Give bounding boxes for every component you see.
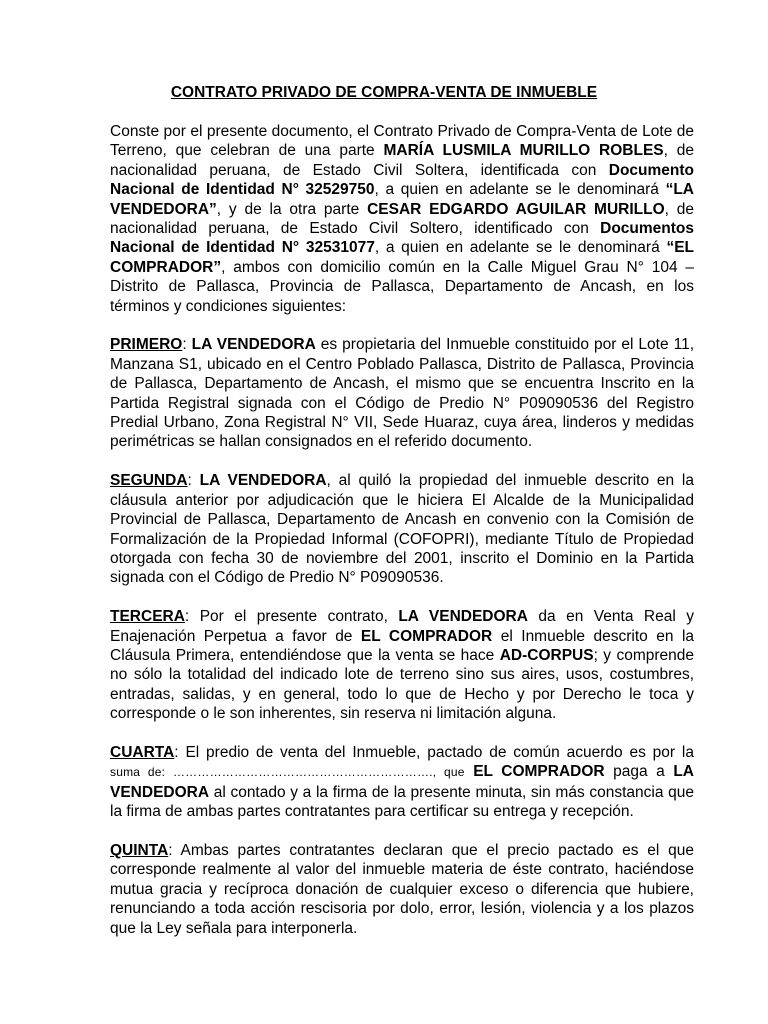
clause-segunda: [110, 471, 694, 587]
clause-text: Por el presente contrato,: [199, 608, 399, 626]
clause-text: [465, 763, 474, 780]
clause-cuarta: [110, 743, 694, 822]
intro-text: Conste por el presente documento, el Contrato Privado de Compra-Venta de Lote de Terreno, que celebran de una parte: [110, 123, 694, 160]
clause-separator: :: [174, 743, 186, 761]
clause-quinta: [110, 841, 694, 938]
intro-text: , y de la otra parte: [216, 200, 368, 218]
buyer-alias: “EL COMPRADOR”: [110, 239, 694, 276]
clause-text: el Inmueble descrito en la Cláusula Primera, entendiéndose que la venta se hace: [110, 627, 695, 664]
clause-text: al contado y a la firma de la presente minuta, sin más constancia que la firma de ambas partes contratantes para certificar su entrega y recepción.: [110, 783, 694, 821]
party-name: LA VENDEDORA: [199, 472, 327, 490]
clause-separator: :: [168, 841, 181, 859]
buyer-name: CESAR EDGARDO AGUILAR MURILLO: [367, 200, 665, 218]
intro-text: , a quien en adelante se le denominará: [374, 181, 666, 199]
intro-text: , de nacionalidad peruana, de Estado Civil Soltero, identificado con: [110, 200, 695, 238]
clause-text: El predio de venta del Inmueble, pactado de común acuerdo es por la: [185, 743, 694, 761]
clause-separator: :: [182, 336, 192, 354]
party-name: EL COMPRADOR: [360, 627, 493, 645]
clause-text: da en Venta Real y Enajenación Perpetua a favor de: [110, 608, 694, 645]
clause-primero: [110, 335, 694, 451]
seller-name: MARÍA LUSMILA MURILLO ROBLES: [383, 142, 664, 160]
clause-text: Ambas partes contratantes declaran que el precio pactado es el que corresponde realmente al valor del inmueble materia de éste contrato, haciéndose mutua gracia y recíproca donación de cualquier exceso o diferencia que hubiere, renunciando a toda acción rescisoria por dolo, error, lesión, violencia y a los plazos que la Ley señala para interponerla.: [110, 841, 694, 937]
clause-heading: PRIMERO: [110, 336, 183, 354]
clause-heading: CUARTA: [110, 743, 175, 761]
clause-text: paga a: [604, 763, 674, 781]
contract-body: [110, 122, 694, 957]
sale-type: AD-CORPUS: [499, 646, 594, 664]
clause-separator: :: [187, 472, 200, 490]
intro-paragraph: [110, 122, 694, 316]
clause-text: ; y comprende no sólo la totalidad del indicado lote de terreno sino sus aires, usos, costumbres, entradas, salidas, y en general, todo lo que de Hecho y por Derecho le toca y corresponde o le son inherentes, sin reserva ni limitación alguna.: [110, 646, 695, 723]
clause-heading: SEGUNDA: [110, 472, 188, 490]
seller-alias: “LA VENDEDORA”: [110, 181, 694, 218]
contract-title: CONTRATO PRIVADO DE COMPRA-VENTA DE INMUEBLE: [170, 84, 598, 101]
clause-heading: QUINTA: [110, 841, 169, 859]
party-name: LA VENDEDORA: [398, 608, 528, 626]
seller-document: Documento Nacional de Identidad N° 32529750: [110, 161, 694, 199]
clause-text: , al quiló la propiedad del inmueble descrito en la cláusula anterior por adjudicación que le hiciera El Alcalde de la Municipalidad Provincial de Pallasca, Departamento de Ancash en convenio con la Comisión de Formalización de la Propiedad Informal (COFOPRI), mediante Título de Propiedad otorgada con fecha 30 de noviembre del 2001, inscrito el Dominio en la Partida signada con el Código de Predio N° P09090536.: [110, 472, 694, 587]
party-name: LA VENDEDORA: [191, 336, 316, 354]
clause-separator: :: [184, 608, 200, 626]
clause-tercera: [110, 607, 694, 723]
clause-heading: TERCERA: [110, 608, 185, 626]
intro-text: , de nacionalidad peruana, de Estado Civil Soltera, identificada con: [110, 142, 694, 179]
buyer-document: Documentos Nacional de Identidad N° 32531077: [110, 220, 694, 257]
intro-text: , ambos con domicilio común en la Calle Miguel Grau N° 104 – Distrito de Pallasca, Provincia de Pallasca, Departamento de Ancash, en los términos y condiciones siguientes:: [110, 258, 694, 315]
party-name: LA VENDEDORA: [110, 763, 694, 801]
price-blank: suma de: ………………………………………………………., que: [110, 765, 465, 780]
intro-text: , a quien en adelante se le denominará: [374, 239, 667, 257]
party-name: EL COMPRADOR: [473, 763, 605, 781]
clause-text: es propietaria del Inmueble constituido por el Lote 11, Manzana S1, ubicado en el Centro Poblado Pallasca, Distrito de Pallasca, Provincia de Pallasca, Departamento de Ancash, el mismo que se encuentra Inscrito en la Partida Registral signada con el Código de Predio N° P09090536 del Registro Predial Urbano, Zona Registral N° VII, Sede Huaraz, cuya área, linderos y medidas perimétricas se hallan consignados en el referido documento.: [110, 336, 694, 451]
